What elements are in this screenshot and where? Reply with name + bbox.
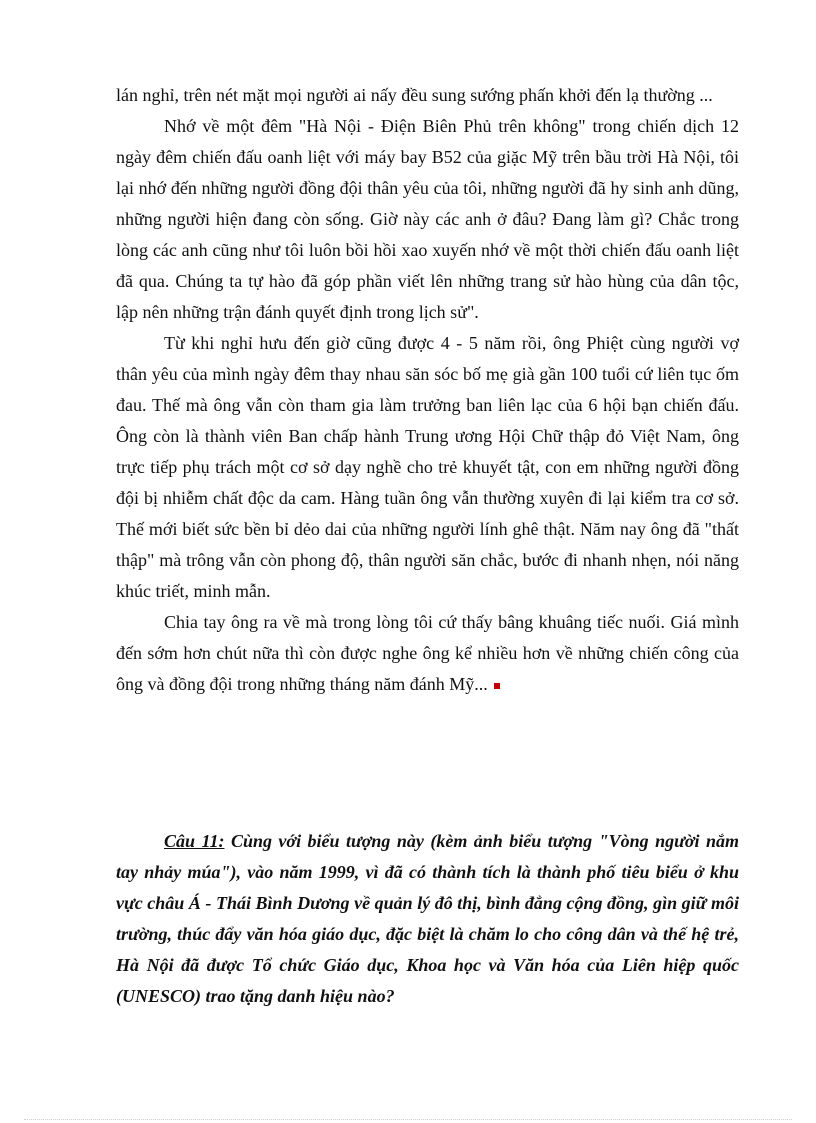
document-body xyxy=(116,80,739,700)
question-11 xyxy=(116,826,739,1012)
page-bottom-divider xyxy=(24,1119,792,1120)
question-label: Câu 11: xyxy=(164,831,225,851)
paragraph-2: Nhớ về một đêm "Hà Nội - Điện Biên Phủ trên không" trong chiến dịch 12 ngày đêm chiến đấu oanh liệt với máy bay B52 của giặc Mỹ trên bầu trời Hà Nội, tôi lại nhớ đến những người đồng đội thân yêu của tôi, những người đã hy sinh anh dũng, những người hiện đang còn sống. Giờ này các anh ở đâu? Đang làm gì? Chắc trong lòng các anh cũng như tôi luôn bồi hồi xao xuyến nhớ về một thời chiến đấu oanh liệt đã qua. Chúng ta tự hào đã góp phần viết lên những trang sử hào hùng của dân tộc, lập nên những trận đánh quyết định trong lịch sử". xyxy=(116,116,739,322)
paragraph-3: Từ khi nghỉ hưu đến giờ cũng được 4 - 5 năm rồi, ông Phiệt cùng người vợ thân yêu của mình ngày đêm thay nhau săn sóc bố mẹ già gần 100 tuổi cứ liên tục ốm đau. Thế mà ông vẫn còn tham gia làm trưởng ban liên lạc của 6 hội bạn chiến đấu. Ông còn là thành viên Ban chấp hành Trung ương Hội Chữ thập đỏ Việt Nam, ông trực tiếp phụ trách một cơ sở dạy nghề cho trẻ khuyết tật, con em những người đồng đội bị nhiễm chất độc da cam. Hàng tuần ông vẫn thường xuyên đi lại kiểm tra cơ sở. Thế mới biết sức bền bỉ dẻo dai của những người lính ghê thật. Năm nay ông đã "thất thập" mà trông vẫn còn phong độ, thân người săn chắc, bước đi nhanh nhẹn, nói năng khúc triết, minh mẫn. xyxy=(116,333,739,601)
question-text: Cùng với biểu tượng này (kèm ảnh biểu tượng "Vòng người nắm tay nhảy múa"), vào năm 1999, vì đã có thành tích là thành phố tiêu biểu ở khu vực châu Á - Thái Bình Dương về quản lý đô thị, bình đẳng cộng đồng, gìn giữ môi trường, thúc đẩy văn hóa giáo dục, đặc biệt là chăm lo cho công dân và thế hệ trẻ, Hà Nội đã được Tổ chức Giáo dục, Khoa học và Văn hóa của Liên hiệp quốc (UNESCO) trao tặng danh hiệu nào? xyxy=(116,831,739,1006)
paragraph-4-text: Chia tay ông ra về mà trong lòng tôi cứ thấy bâng khuâng tiếc nuối. Giá mình đến sớm hơn chút nữa thì còn được nghe ông kể nhiều hơn về những chiến công của ông và đồng đội trong những tháng năm đánh Mỹ... xyxy=(116,612,739,694)
paragraph-4 xyxy=(116,607,739,700)
end-of-article-square-icon xyxy=(494,683,500,689)
paragraph-1: lán nghỉ, trên nét mặt mọi người ai nấy đều sung sướng phấn khởi đến lạ thường ... xyxy=(116,85,713,105)
